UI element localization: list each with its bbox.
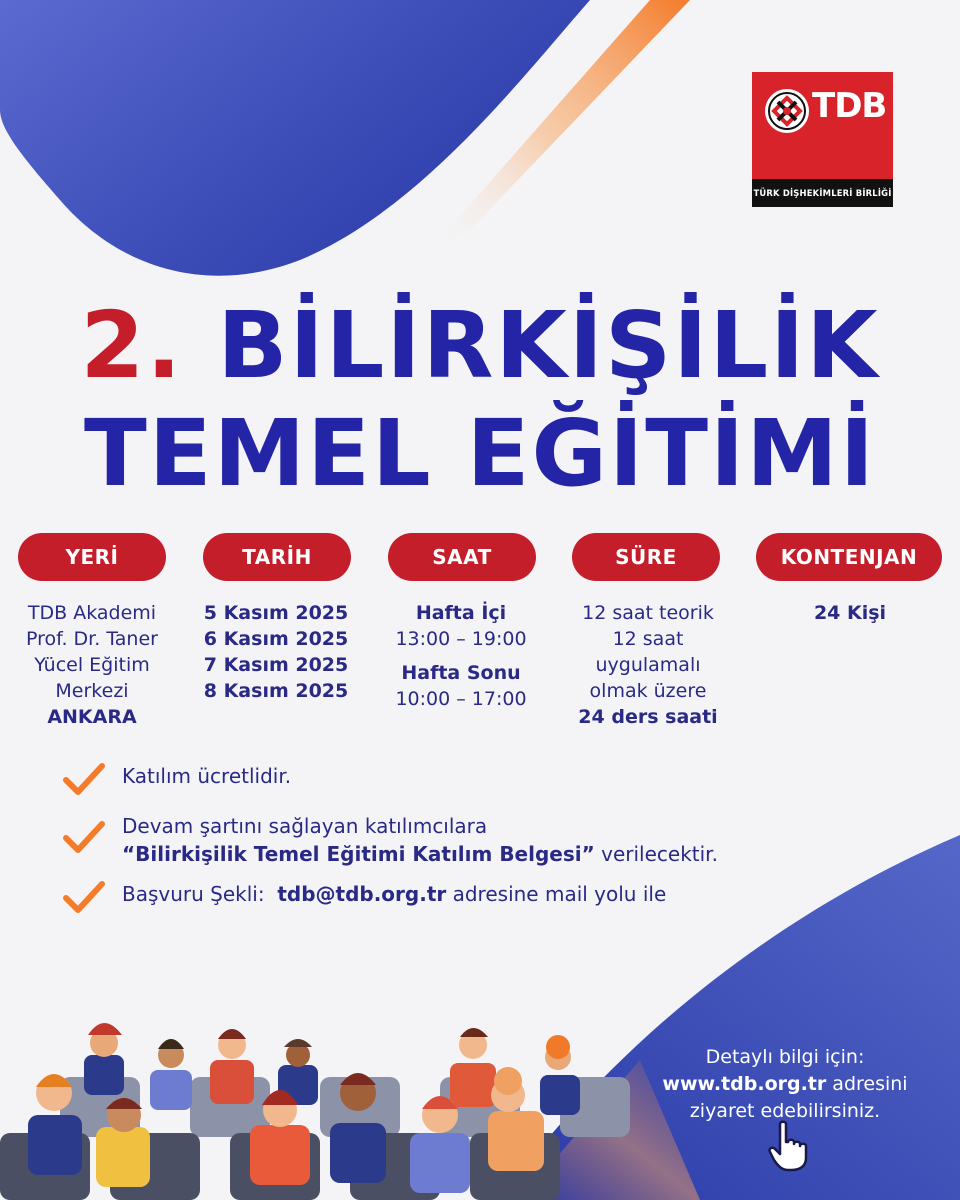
location-line: TDB Akademi xyxy=(27,602,157,624)
logo-full-name: TÜRK DİŞHEKİMLERİ BİRLİĞİ xyxy=(752,179,893,207)
duration-line: uygulamalı xyxy=(595,654,701,676)
duration-label: SÜRE xyxy=(572,533,720,581)
audience-illustration xyxy=(0,1015,640,1200)
weekday-label: Hafta İçi xyxy=(415,602,507,624)
time-details xyxy=(369,600,553,712)
check-icon xyxy=(62,762,106,798)
location-line: Prof. Dr. Taner xyxy=(26,628,158,650)
title-number: 2. xyxy=(80,292,184,399)
location-details xyxy=(0,600,184,730)
certificate-line-1: Devam şartını sağlayan katılımcılara xyxy=(122,814,488,838)
location-line: Yücel Eğitim xyxy=(34,654,150,676)
logo-abbreviation: TDB xyxy=(812,86,887,126)
more-info-block xyxy=(630,1044,940,1125)
certificate-name: “Bilirkişilik Temel Eğitimi Katılım Belgesi” xyxy=(122,842,595,866)
info-line-1: Detaylı bilgi için: xyxy=(705,1046,865,1068)
info-line-2-suffix: adresini xyxy=(826,1073,908,1095)
capacity-label: KONTENJAN xyxy=(756,533,942,581)
weekend-label: Hafta Sonu xyxy=(401,662,521,684)
location-city: ANKARA xyxy=(47,706,137,728)
application-prefix: Başvuru Şekli: xyxy=(122,882,278,906)
weekday-hours: 13:00 – 19:00 xyxy=(395,628,527,650)
duration-total: 24 ders saati xyxy=(578,706,718,728)
date-item: 8 Kasım 2025 xyxy=(203,680,349,702)
application-email-link[interactable]: tdb@tdb.org.tr xyxy=(277,882,447,906)
check-icon xyxy=(62,880,106,916)
page-title-line-1 xyxy=(0,292,960,399)
title-word-1: BİLİRKİŞİLİK xyxy=(217,292,880,399)
date-item: 5 Kasım 2025 xyxy=(203,602,349,624)
date-item: 6 Kasım 2025 xyxy=(203,628,349,650)
check-icon xyxy=(62,820,106,856)
checklist-text: Katılım ücretlidir. xyxy=(122,764,292,788)
capacity-details xyxy=(758,600,942,626)
duration-line: 12 saat xyxy=(612,628,684,650)
time-label: SAAT xyxy=(388,533,536,581)
location-label: YERİ xyxy=(18,533,166,581)
capacity-value: 24 Kişi xyxy=(813,602,887,624)
page-title-line-2: TEMEL EĞİTİMİ xyxy=(83,400,876,507)
date-details xyxy=(184,600,368,704)
certificate-tail: verilecektir. xyxy=(594,842,718,866)
tdb-knot-icon xyxy=(762,86,812,136)
checklist-text xyxy=(122,812,718,868)
duration-line: 12 saat teorik xyxy=(582,602,714,624)
weekend-hours: 10:00 – 17:00 xyxy=(395,688,527,710)
date-item: 7 Kasım 2025 xyxy=(203,654,349,676)
application-suffix: adresine mail yolu ile xyxy=(446,882,667,906)
location-line: Merkezi xyxy=(55,680,129,702)
checklist-text xyxy=(122,880,666,908)
tdb-logo xyxy=(752,72,893,207)
duration-details xyxy=(554,600,742,730)
website-link[interactable]: www.tdb.org.tr xyxy=(662,1073,827,1095)
pointing-hand-icon xyxy=(766,1120,814,1172)
info-line-3: ziyaret edebilirsiniz. xyxy=(689,1100,881,1122)
duration-line: olmak üzere xyxy=(589,680,707,702)
date-label: TARİH xyxy=(203,533,351,581)
